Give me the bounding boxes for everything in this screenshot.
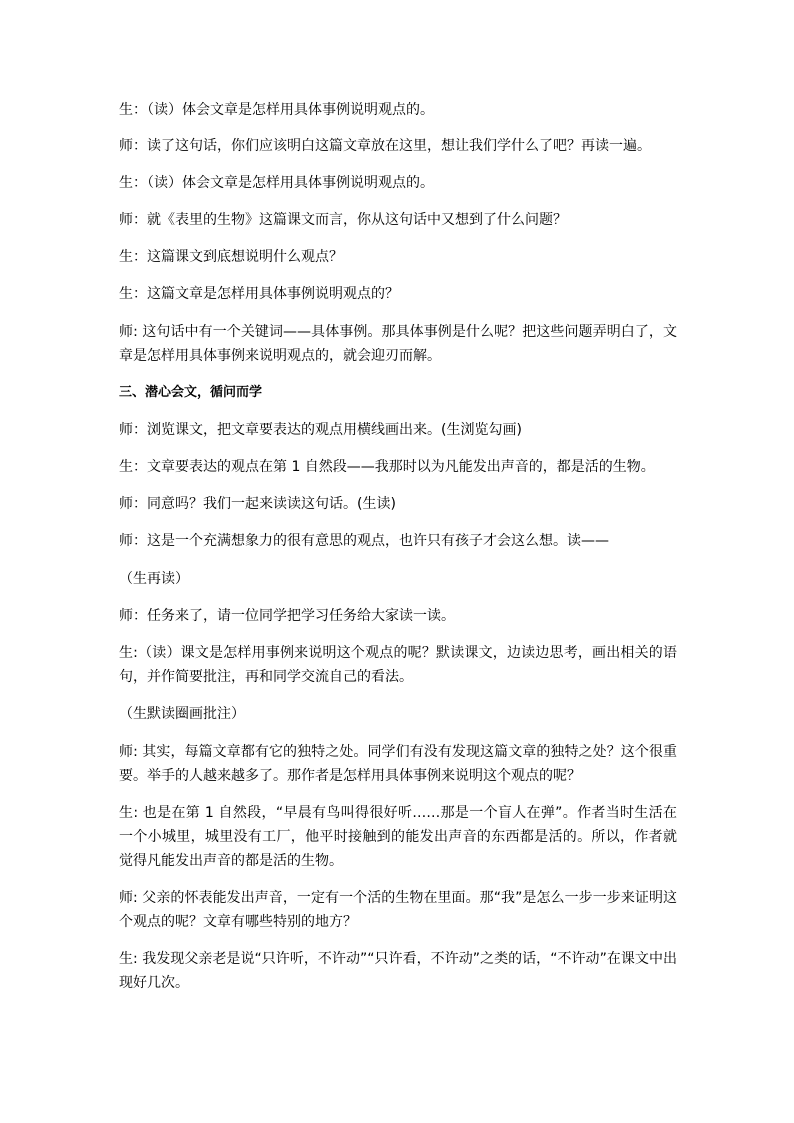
paragraph-19: 生: 我发现父亲老是说“只许听，不许动”“只许看，不许动”之类的话，“不许动”在课文中出现好几次。 — [119, 951, 677, 991]
paragraph-4: 师：就《表里的生物》这篇课文而言，你从这句话中又想到了什么问题？ — [119, 212, 567, 228]
paragraph-14: 生:（读）课文是怎样用事例来说明这个观点的呢？默读课文，边读边思考，画出相关的语句，并作简要批注，再和同学交流自己的看法。 — [119, 645, 677, 685]
paragraph-12: （生再读） — [119, 571, 189, 587]
paragraph-16: 师: 其实，每篇文章都有它的独特之处。同学们有没有发现这篇文章的独特之处？这个很重要。举手的人越来越多了。那作者是怎样用具体事例来说明这个观点的呢？ — [119, 744, 677, 784]
paragraph-17: 生: 也是在第 1 自然段，“早晨有鸟叫得很好听……那是一个盲人在弹”。作者当时生活在一个小城里，城里没有工厂，他平时接触到的能发出声音的东西都是活的。所以，作者就觉得凡能发出声音的都是活的生物。 — [119, 805, 677, 869]
paragraph-1: 生：（读）体会文章是怎样用具体事例说明观点的。 — [119, 102, 434, 118]
paragraph-15: （生默读圈画批注） — [119, 706, 245, 722]
paragraph-3: 生：（读）体会文章是怎样用具体事例说明观点的。 — [119, 175, 434, 191]
paragraph-13: 师：任务来了，请一位同学把学习任务给大家读一读。 — [119, 608, 455, 624]
paragraph-10: 师：同意吗？我们一起来读读这句话。(生读) — [119, 496, 396, 512]
paragraph-7: 师: 这句话中有一个关键词——具体事例。那具体事例是什么呢？把这些问题弄明白了，文章是怎样用具体事例来说明观点的，就会迎刃而解。 — [119, 324, 677, 364]
paragraph-11: 师：这是一个充满想象力的很有意思的观点，也许只有孩子才会这么想。读—— — [119, 533, 609, 549]
paragraph-5: 生：这篇课文到底想说明什么观点？ — [119, 249, 343, 265]
paragraph-2: 师：读了这句话，你们应该明白这篇文章放在这里，想让我们学什么了吧？再读一遍。 — [119, 138, 651, 154]
paragraph-18: 师: 父亲的怀表能发出声音，一定有一个活的生物在里面。那“我”是怎么一步一步来证明这个观点的呢？文章有哪些特别的地方？ — [119, 890, 677, 930]
paragraph-9: 生：文章要表达的观点在第 1 自然段——我那时以为凡能发出声音的，都是活的生物。 — [119, 459, 655, 475]
paragraph-6: 生：这篇文章是怎样用具体事例说明观点的？ — [119, 286, 399, 302]
paragraph-8: 师：浏览课文，把文章要表达的观点用横线画出来。(生浏览勾画) — [119, 422, 522, 438]
section-heading: 三、潜心会文，循问而学 — [119, 385, 263, 400]
